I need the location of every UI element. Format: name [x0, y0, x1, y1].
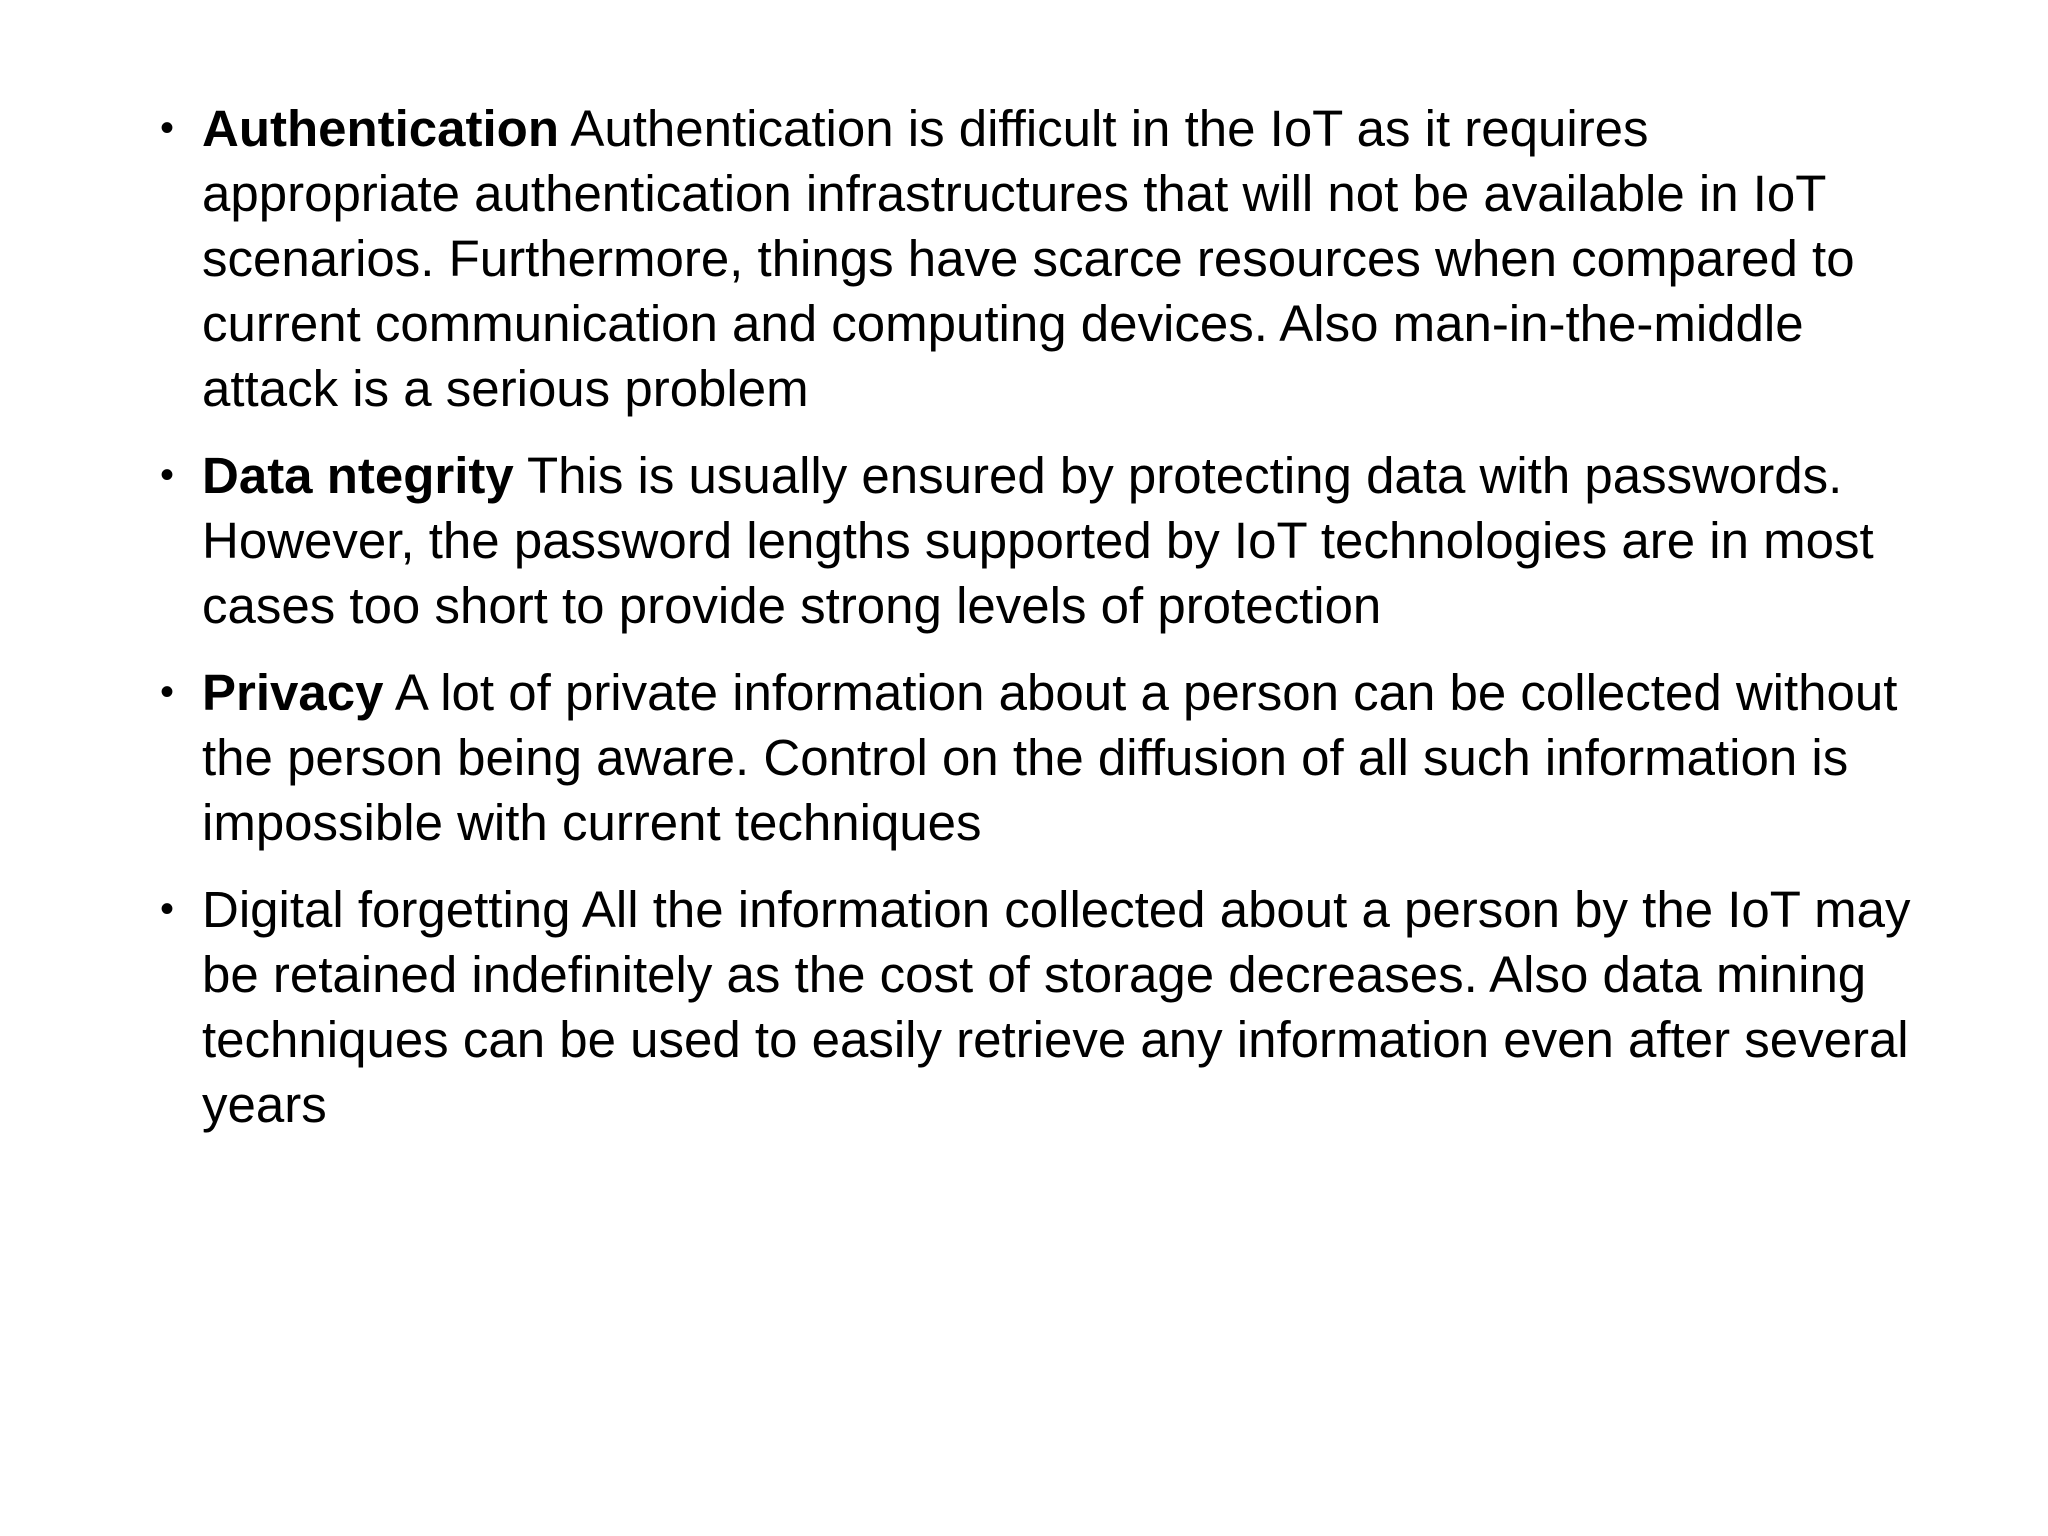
bullet-dot-icon: •	[160, 453, 175, 497]
bullet-data-integrity	[160, 443, 1920, 638]
bullet-privacy	[160, 660, 1920, 855]
bullet-text: A lot of private information about a person can be collected without the person being aware. Control on the diffusion of all such information is impossible with current techniques	[202, 664, 1898, 851]
bullet-dot-icon: •	[160, 670, 175, 714]
bullet-list	[160, 96, 1920, 1137]
slide-body	[160, 96, 1920, 1159]
bullet-term: Data ntegrity	[202, 447, 514, 504]
bullet-term: Privacy	[202, 664, 384, 721]
bullet-text: Digital forgetting All the information collected about a person by the IoT may be retained indefinitely as the cost of storage decreases. Also data mining techniques can be used to easily retrieve any information even after several years	[202, 881, 1911, 1133]
bullet-term: Authentication	[202, 100, 559, 157]
bullet-text: This is usually ensured by protecting data with passwords. However, the password lengths supported by IoT technologies are in most cases too short to provide strong levels of protection	[202, 447, 1874, 634]
bullet-text: Authentication is difficult in the IoT as it requires appropriate authentication infrastructures that will not be available in IoT scenarios. Furthermore, things have scarce resources when compared to current communication and computing devices. Also man-in-the-middle attack is a serious problem	[202, 100, 1855, 417]
bullet-dot-icon: •	[160, 106, 175, 150]
bullet-digital-forgetting	[160, 877, 1920, 1137]
bullet-authentication	[160, 96, 1920, 421]
bullet-dot-icon: •	[160, 887, 175, 931]
